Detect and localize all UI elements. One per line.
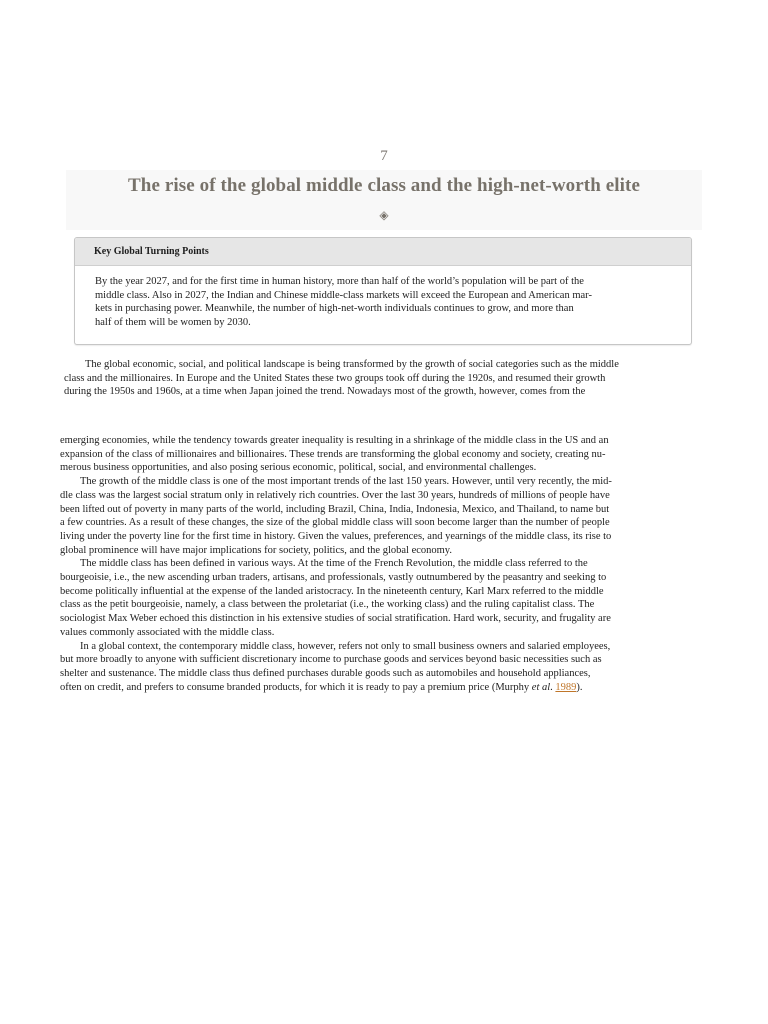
key-box-text	[95, 275, 669, 330]
text-line: emerging economies, while the tendency towards greater inequality is resulting in a shrinkage of the middle class in the US and an	[60, 435, 609, 446]
body-text	[60, 434, 612, 694]
text-span: .	[550, 681, 556, 693]
text-line: but more broadly to anyone with sufficient discretionary income to purchase goods and services beyond basic necessities such as	[60, 654, 602, 666]
key-box-line: By the year 2027, and for the first time in human history, more than half of the world’s population will be part of the	[95, 276, 584, 287]
text-line-last	[60, 681, 612, 695]
text-line: living under the poverty line for the first time in history. Given the values, preferences, and yearnings of the middle class, its rise to	[60, 530, 612, 542]
text-line: merous business opportunities, and also posing serious economic, political, social, and environmental challenges.	[60, 462, 537, 474]
key-box-line: kets in purchasing power. Meanwhile, the number of high-net-worth individuals continues to grow, and more than	[95, 303, 574, 315]
key-box-line: half of them will be women by 2030.	[95, 317, 251, 329]
text-line: The global economic, social, and political landscape is being transformed by the growth of social categories such as the middle	[85, 359, 619, 370]
text-line: sociologist Max Weber echoed this distinction in his extensive studies of social stratification. Hard work, security, and frugality are	[60, 613, 611, 625]
text-line: global prominence will have major implications for society, politics, and the global economy.	[60, 544, 452, 556]
key-box-heading: Key Global Turning Points	[75, 238, 691, 266]
text-line: become politically influential at the expense of the landed aristocracy. In the nineteenth century, Karl Marx referred to the middle	[60, 585, 604, 597]
text-line: The growth of the middle class is one of the most important trends of the last 150 years. However, until very recently, the mid-	[80, 476, 612, 488]
text-span: often on credit, and prefers to consume branded products, for which it is ready to pay a premium price (Murphy	[60, 681, 532, 693]
italic-et-al: et al	[531, 681, 551, 693]
key-box-line: middle class. Also in 2027, the Indian and Chinese middle-class markets will exceed the European and American mar-	[95, 289, 592, 301]
text-line: a few countries. As a result of these changes, the size of the global middle class will soon become larger than the number of people	[60, 517, 610, 529]
intro-paragraph	[64, 358, 619, 399]
text-line: class as the petit bourgeoisie, namely, a class between the proletariat (i.e., the working class) and the ruling capitalist class. The	[60, 599, 595, 611]
text-line: bourgeoisie, i.e., the new ascending urban traders, artisans, and professionals, vastly outnumbered by the peasantry and seeking to	[60, 572, 607, 584]
ornament-icon: ◈	[379, 208, 389, 222]
citation-link-1989[interactable]: 1989	[555, 681, 577, 693]
chapter-title: The rise of the global middle class and the high-net-worth elite	[128, 175, 640, 196]
text-line: expansion of the class of millionaires and billionaires. These trends are transforming the global economy and society, creating nu-	[60, 448, 606, 460]
text-line: shelter and sustenance. The middle class thus defined purchases durable goods such as automobiles and household appliances,	[60, 667, 591, 679]
text-line: dle class was the largest social stratum only in relatively rich countries. Over the last 30 years, hundreds of millions of people have	[60, 489, 610, 501]
text-line: during the 1950s and 1960s, at a time when Japan joined the trend. Nowadays most of the growth, however, comes from the	[64, 386, 586, 398]
text-line: values commonly associated with the middle class.	[60, 626, 275, 638]
text-line: In a global context, the contemporary middle class, however, refers not only to small business owners and salaried employees,	[80, 640, 611, 652]
key-turning-points-box	[74, 237, 692, 345]
chapter-number: 7	[380, 148, 388, 164]
text-line: been lifted out of poverty in many parts of the world, including Brazil, China, India, Indonesia, Mexico, and Thailand, to name but	[60, 503, 610, 515]
text-span: ).	[576, 681, 583, 693]
text-line: class and the millionaires. In Europe and the United States these two groups took off during the 1920s, and resumed their growth	[64, 372, 606, 384]
text-line: The middle class has been defined in various ways. At the time of the French Revolution, the middle class referred to the	[80, 558, 588, 570]
